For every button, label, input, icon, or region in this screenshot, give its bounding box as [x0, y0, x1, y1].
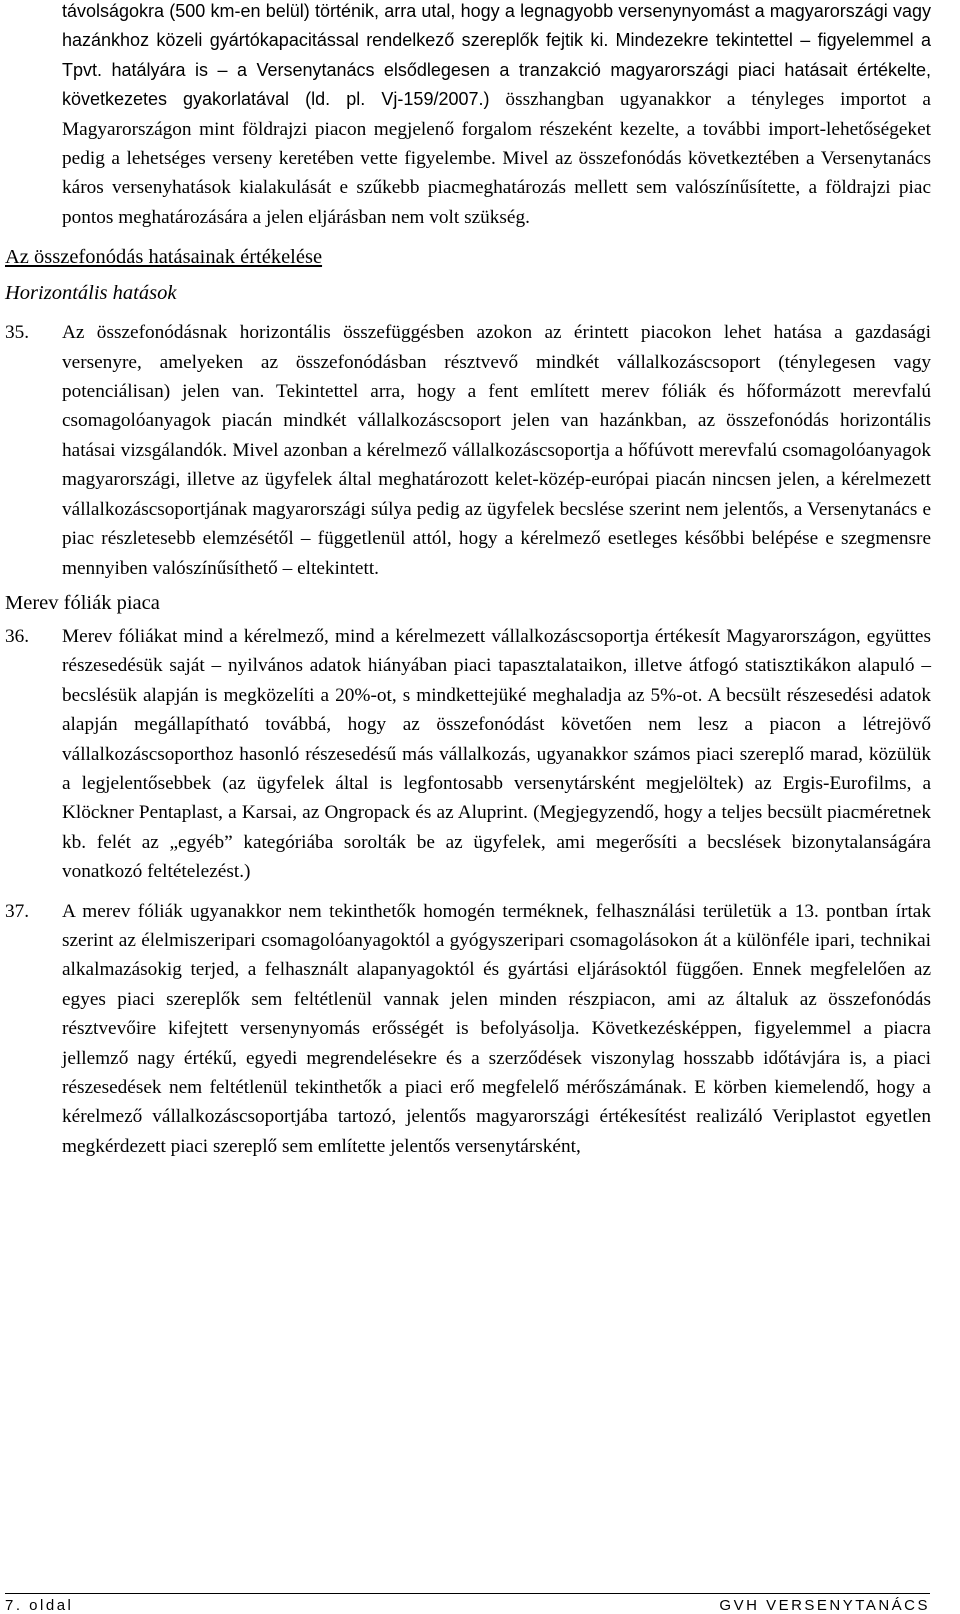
paragraph-text: Az összefonódásnak horizontális összefüggésben azokon az érintett piacokon lehet hatása a gazdasági versenyre, amelyeken az összefonódásban résztvevő mindkét vállalkozáscsoport (ténylegesen vagy potenciálisan) jelen van. Tekintettel arra, hogy a fent említett merev fóliák és hőformázott merevfalú csomagolóanyagok piacán mindkét vállalkozáscsoport jelen van hazánkban, az összefonódás horizontális hatásai vizsgálandók. Mivel azonban a kérelmező vállalkozáscsoportja a hőfúvott merevfalú csomagolóanyagok magyarországi, illetve az ügyfelek által meghatározott kelet-közép-európai piacán nincsen jelen, a kérelmezett vállalkozáscsoportjának magyarországi súlya pedig az ügyfelek becslése szerint nem jelentős, a Versenytanács e piac részletesebb elemzésétől – függetlenül attól, hogy a kérelmező esetleges későbbi belépése e szegmensre mennyiben valószínűsíthető – eltekintett.	[62, 322, 931, 579]
paragraph-number: 37.	[5, 900, 30, 922]
page-footer	[5, 1597, 930, 1614]
paragraph-number: 36.	[5, 625, 30, 647]
intro-line-2: magyarországi vagy hazánkhoz közeli gyártókapacitással rendelkező szereplők fejtik ki.	[62, 1, 931, 51]
section-title: Az összefonódás hatásainak értékelése	[5, 246, 323, 269]
organization-name: GVH VERSENYTANÁCS	[719, 1597, 930, 1614]
market-heading: Merev fóliák piaca	[5, 591, 160, 614]
intro-rest: összhangban ugyanakkor a tényleges importot a Magyarországon mint földrajzi piacon megjelenő forgalom részeként kezelte, a további import-lehetőségeket pedig a lehetséges verseny keretében vette figyelembe. Mivel az összefonódás következtében a Versenytanács káros versenyhatások kialakulását e szűkebb piacmeghatározás mellett sem valószínűsítette, a földrajzi piac pontos meghatározására a jelen eljárásban nem volt szükség.	[62, 89, 931, 228]
paragraph-36	[5, 622, 931, 887]
paragraph-35	[5, 318, 931, 583]
intro-line-4: elsődlegesen a tranzakció magyarországi piaci hatásait értékelte, következetes	[62, 59, 931, 110]
footer-divider	[5, 1593, 930, 1594]
intro-line-3: Mindezekre tekintettel – figyelemmel a Tpvt. hatályára is – a Versenytanács	[62, 30, 932, 80]
paragraph-37	[5, 897, 931, 1162]
intro-line-1: távolságokra (500 km-en belül) történik, arra utal, hogy a legnagyobb versenynyomást a	[62, 1, 765, 21]
document-page	[5, 0, 932, 1161]
paragraph-number: 35.	[5, 322, 30, 344]
paragraph-text: Merev fóliákat mind a kérelmező, mind a kérelmezett vállalkozáscsoportja értékesít Magyarországon, együttes részesedésük saját – nyilvános adatok hiányában piaci tapasztalataikon, illetve átfogó statisztikákon alapuló – becslésük alapján is megközelíti a 20%-ot, s mindkettejüké meghaladja az 5%-ot. A becsült részesedési adatok alapján megállapítható továbbá, hogy az összefonódást követően nem lesz a piacon a létrejövő vállalkozáscsoporthoz hasonló részesedésű más vállalkozás, ugyanakkor számos piaci szereplő marad, közülük a legjelentősebbek (az ügyfelek által is legfontosabb versenytársként megjelöltek) az Ergis-Eurofilms, a Klöckner Pentaplast, a Karsai, az Ongropack és az Aluprint. (Megjegyzendő, hogy a teljes becsült piacméretnek kb. felét az „egyéb” kategóriába sorolták be az ügyfelek, ami megerősíti a becslések bizonytalanságára vonatkozó feltételezést.)	[62, 625, 931, 883]
paragraph-text: A merev fóliák ugyanakkor nem tekinthetők homogén terméknek, felhasználási területük a 13. pontban írtak szerint az élelmiszeripari csomagolóanyagoktól a gyógyszeripari csomagolásokon át a különféle ipari, technikai alkalmazásokig terjed, a felhasznált alapanyagoktól és gyártási eljárásoktól függően. Ennek megfelelően az egyes piaci szereplők sem feltétlenül vannak jelen minden részpiacon, ami az általuk az összefonódás résztvevőire kifejtett versenynyomás erősségét is befolyásolja. Következésképpen, figyelemmel a piacra jellemző nagy értékű, egyedi megrendelésekre és a szerződések viszonylag hosszabb időtávjára is, a piaci részesedések nem feltétlenül tekinthetők a piaci erő megfelelő mérőszámának. E körben kiemelendő, hogy a kérelmező vállalkozáscsoportjába tartozó, jelentős magyarországi értékesítést realizáló Veriplastot egyetlen megkérdezett piaci szereplő sem említette jelentős versenytársként,	[62, 900, 931, 1157]
page-number: 7. oldal	[5, 1597, 74, 1614]
subsection-title: Horizontális hatások	[5, 282, 177, 305]
intro-line-5: gyakorlatával (ld. pl. Vj-159/2007.)	[183, 89, 490, 110]
intro-paragraph	[62, 0, 931, 232]
